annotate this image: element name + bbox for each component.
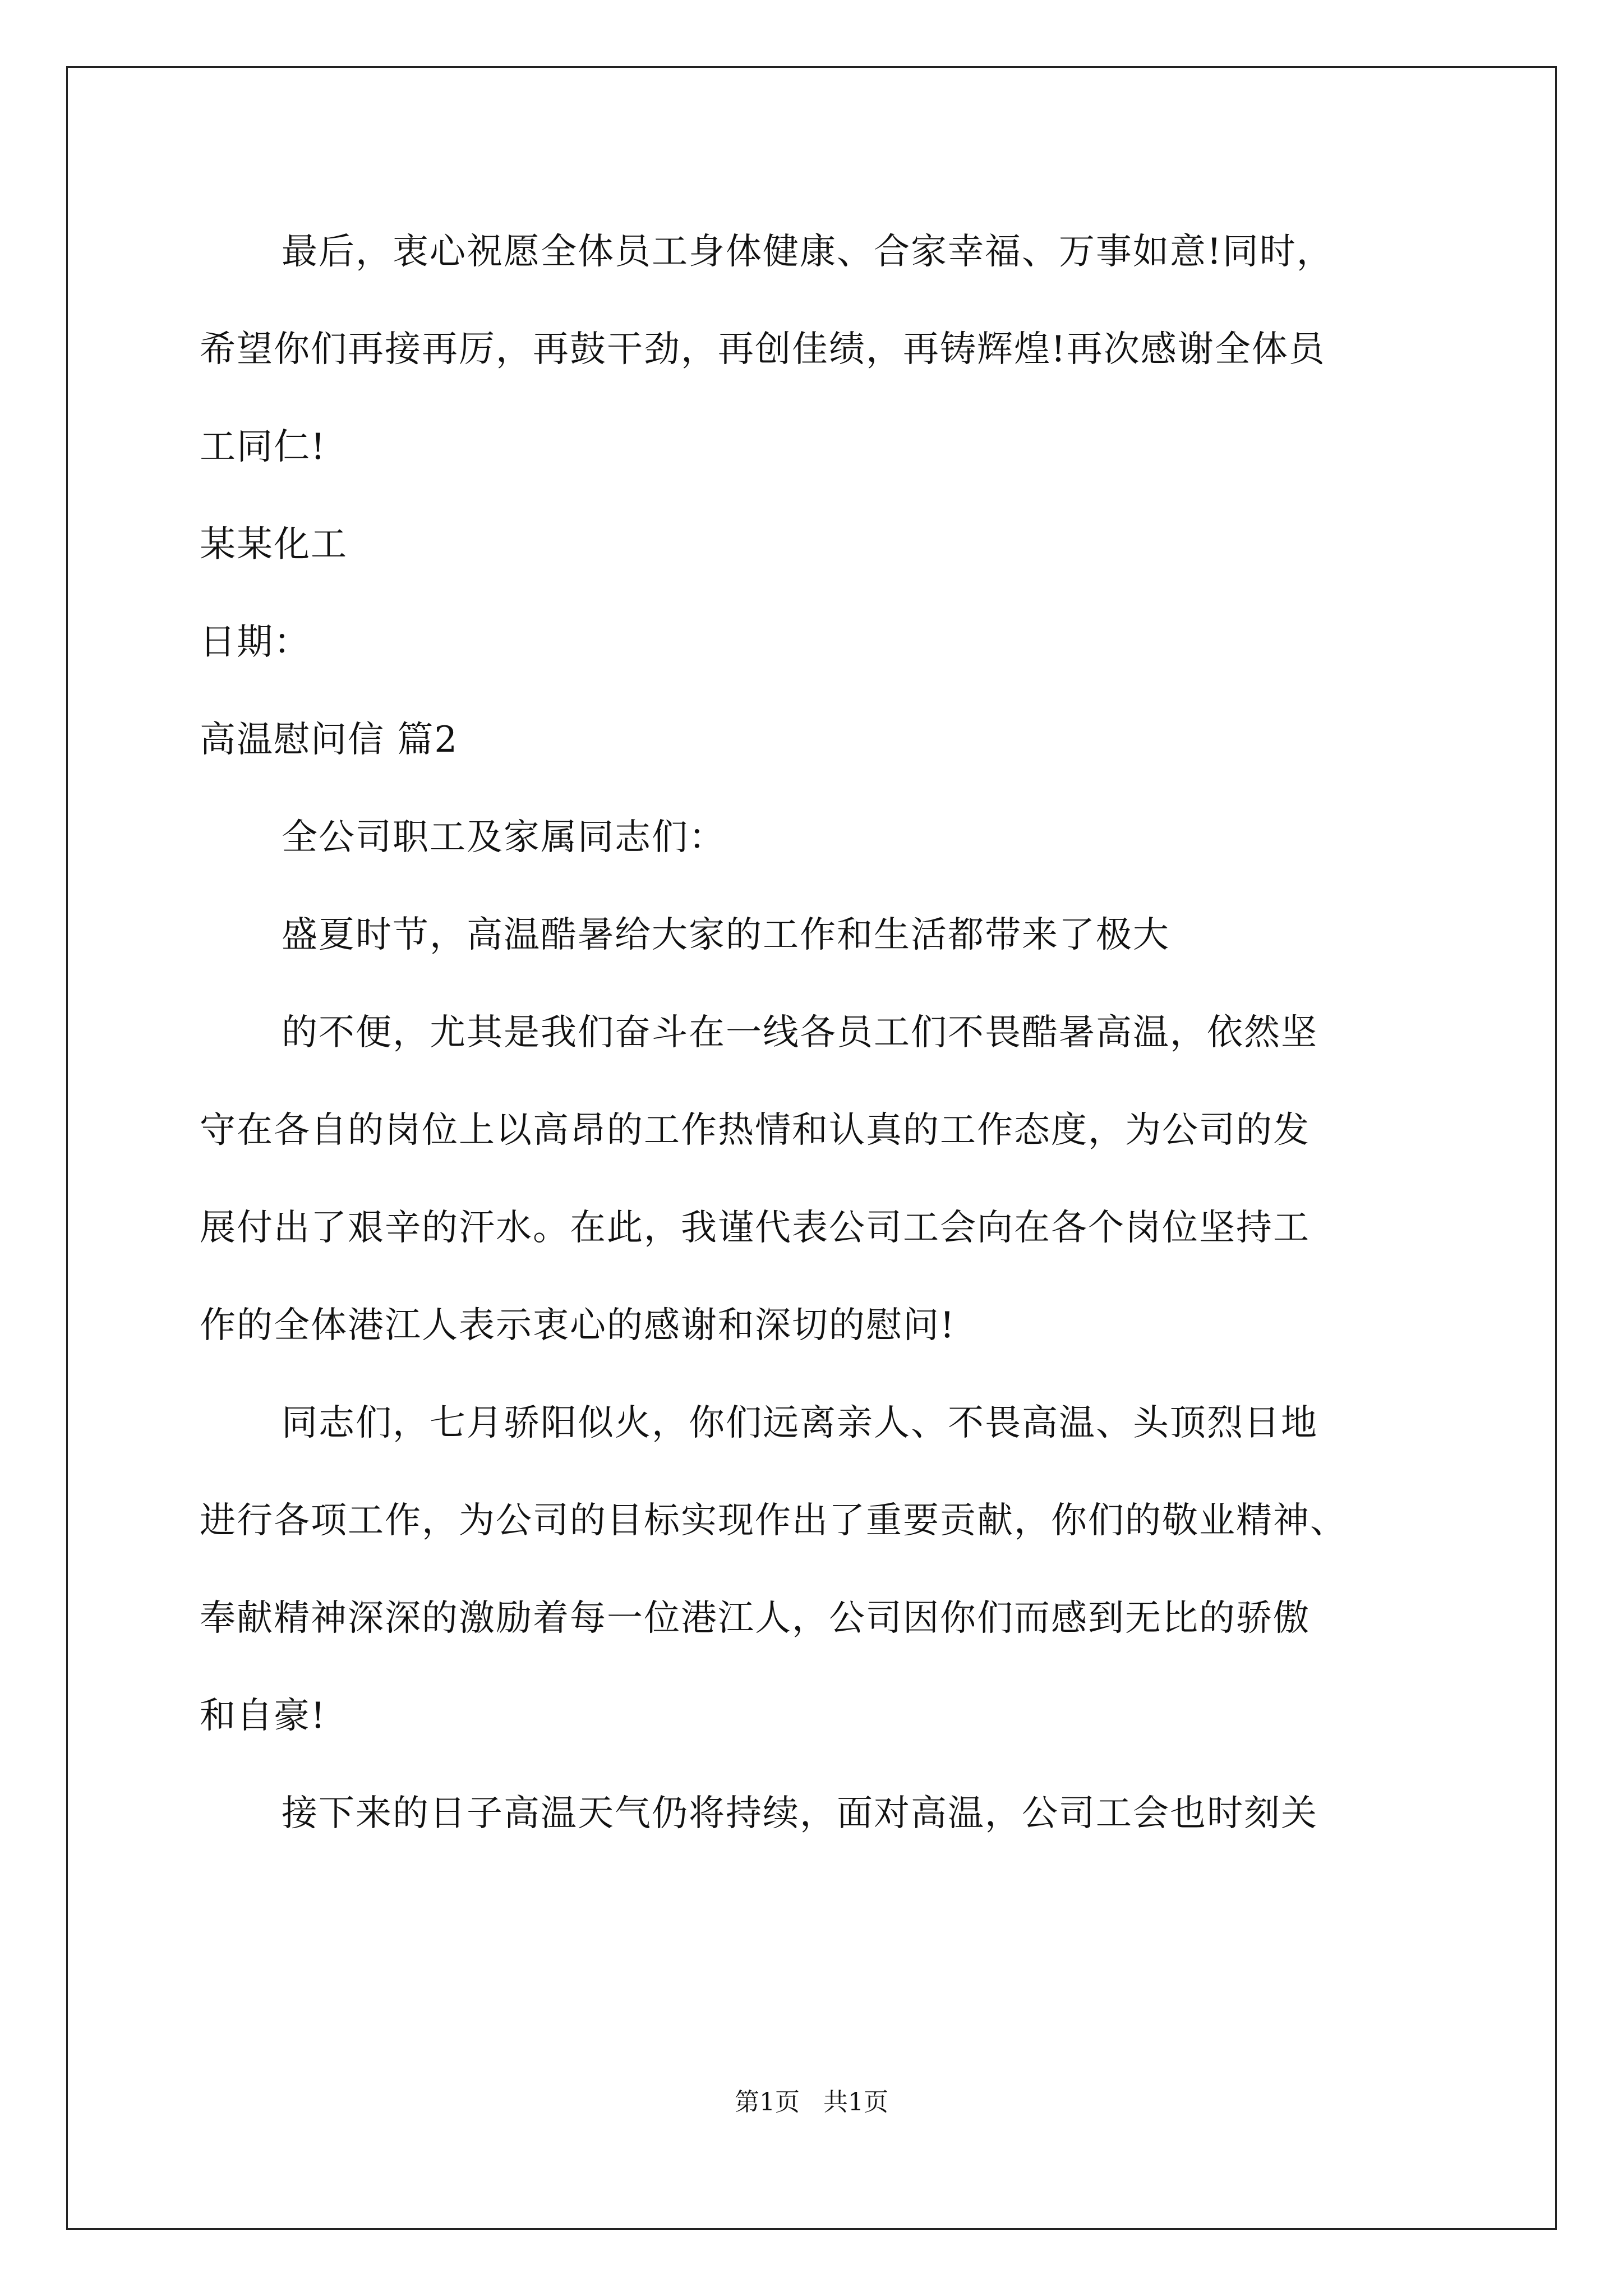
page-footer: 第1页 共1页: [735, 2088, 888, 2116]
paragraph-line: 和自豪!: [200, 1695, 326, 1737]
signature-date: 日期：: [200, 622, 311, 663]
paragraph-line: 作的全体港江人表示衷心的感谢和深切的慰问!: [200, 1305, 956, 1346]
paragraph-line: 的不便，尤其是我们奋斗在一线各员工们不畏酷暑高温，依然坚: [282, 1012, 1318, 1053]
paragraph-line: 展付出了艰辛的汗水。在此，我谨代表公司工会向在各个岗位坚持工: [200, 1207, 1310, 1249]
paragraph-line: 守在各自的岗位上以高昂的工作热情和认真的工作态度，为公司的发: [200, 1110, 1310, 1151]
paragraph-line: 接下来的日子高温天气仍将持续，面对高温，公司工会也时刻关: [282, 1793, 1318, 1834]
section-heading: 高温慰问信 篇2: [200, 719, 459, 761]
signature-company: 某某化工: [200, 524, 348, 565]
paragraph-line: 奉献精神深深的激励着每一位港江人，公司因你们而感到无比的骄傲: [200, 1598, 1310, 1639]
paragraph-line: 工同仁!: [200, 426, 326, 468]
paragraph-line: 同志们，七月骄阳似火，你们远离亲人、不畏高温、头顶烈日地: [282, 1402, 1318, 1444]
paragraph-line: 进行各项工作，为公司的目标实现作出了重要贡献，你们的敬业精神、: [200, 1500, 1347, 1542]
salutation: 全公司职工及家属同志们：: [282, 817, 726, 858]
paragraph-line: 希望你们再接再厉，再鼓干劲，再创佳绩，再铸辉煌!再次感谢全体员: [200, 329, 1326, 370]
paragraph-line: 最后，衷心祝愿全体员工身体健康、合家幸福、万事如意!同时，: [282, 231, 1334, 273]
paragraph-line: 盛夏时节，高温酷暑给大家的工作和生活都带来了极大: [282, 914, 1170, 956]
